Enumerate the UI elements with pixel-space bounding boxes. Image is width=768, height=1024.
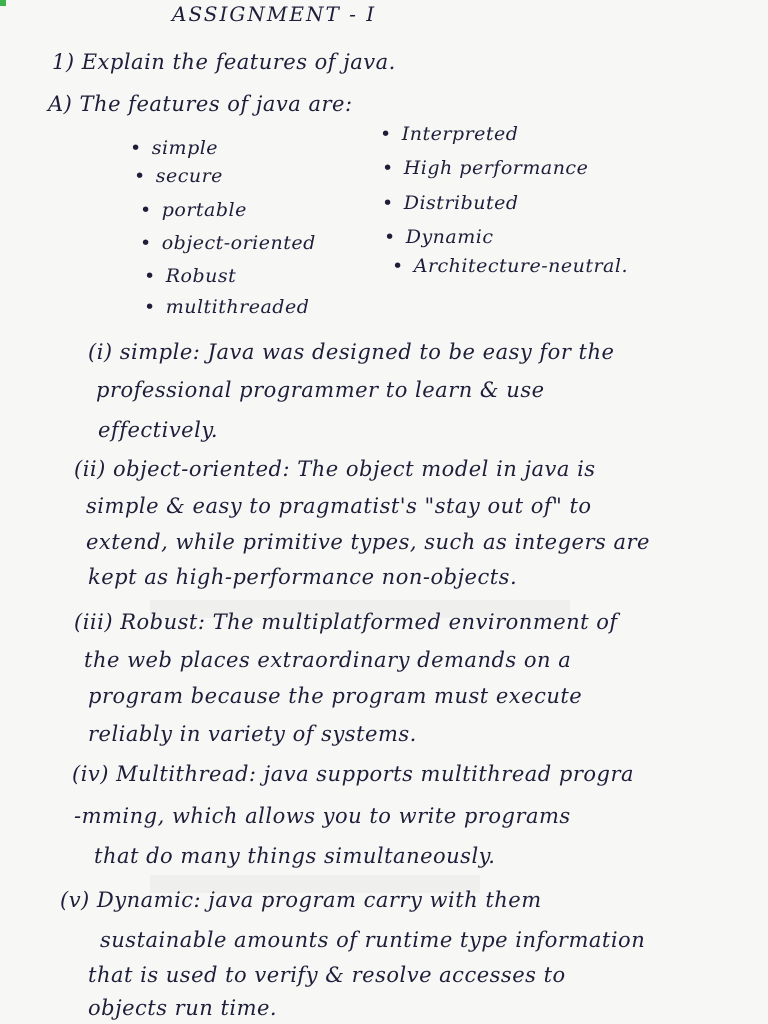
- feature-item: • Dynamic: [384, 226, 494, 248]
- feature-item: • Interpreted: [380, 123, 518, 145]
- paragraph-line: (ii) object-oriented: The object model in java is: [74, 457, 596, 481]
- feature-item: • Robust: [144, 265, 236, 287]
- page-corner-mark: [0, 0, 6, 6]
- feature-item: • object-oriented: [140, 232, 316, 254]
- paragraph-line: (iv) Multithread: java supports multithread progra: [72, 762, 635, 786]
- feature-item: • secure: [134, 165, 223, 187]
- paragraph-line: the web places extraordinary demands on a: [84, 648, 572, 672]
- paragraph-line: -mming, which allows you to write programs: [74, 804, 571, 828]
- feature-item: • High performance: [382, 157, 588, 179]
- question-text: 1) Explain the features of java.: [52, 50, 396, 74]
- paragraph-line: kept as high-performance non-objects.: [88, 565, 518, 589]
- paragraph-line: that is used to verify & resolve accesses to: [88, 963, 566, 987]
- paragraph-line: professional programmer to learn & use: [96, 378, 545, 402]
- feature-item: • Architecture-neutral.: [392, 255, 628, 277]
- paragraph-line: (iii) Robust: The multiplatformed environment of: [74, 610, 618, 634]
- feature-item: • portable: [140, 199, 247, 221]
- paragraph-line: (i) simple: Java was designed to be easy for the: [88, 340, 615, 364]
- feature-item: • Distributed: [382, 192, 519, 214]
- assignment-title: ASSIGNMENT - I: [172, 2, 377, 26]
- paragraph-line: extend, while primitive types, such as integers are: [86, 530, 650, 554]
- paragraph-line: simple & easy to pragmatist's "stay out of" to: [86, 494, 592, 518]
- paragraph-line: effectively.: [98, 418, 219, 442]
- paragraph-line: program because the program must execute: [88, 684, 583, 708]
- answer-intro: A) The features of java are:: [48, 92, 353, 116]
- paragraph-line: sustainable amounts of runtime type information: [100, 928, 646, 952]
- feature-item: • simple: [130, 137, 218, 159]
- paragraph-line: (v) Dynamic: java program carry with them: [60, 888, 542, 912]
- paragraph-line: that do many things simultaneously.: [94, 844, 496, 868]
- paragraph-line: reliably in variety of systems.: [88, 722, 417, 746]
- feature-item: • multithreaded: [144, 296, 309, 318]
- paragraph-line: objects run time.: [88, 996, 278, 1020]
